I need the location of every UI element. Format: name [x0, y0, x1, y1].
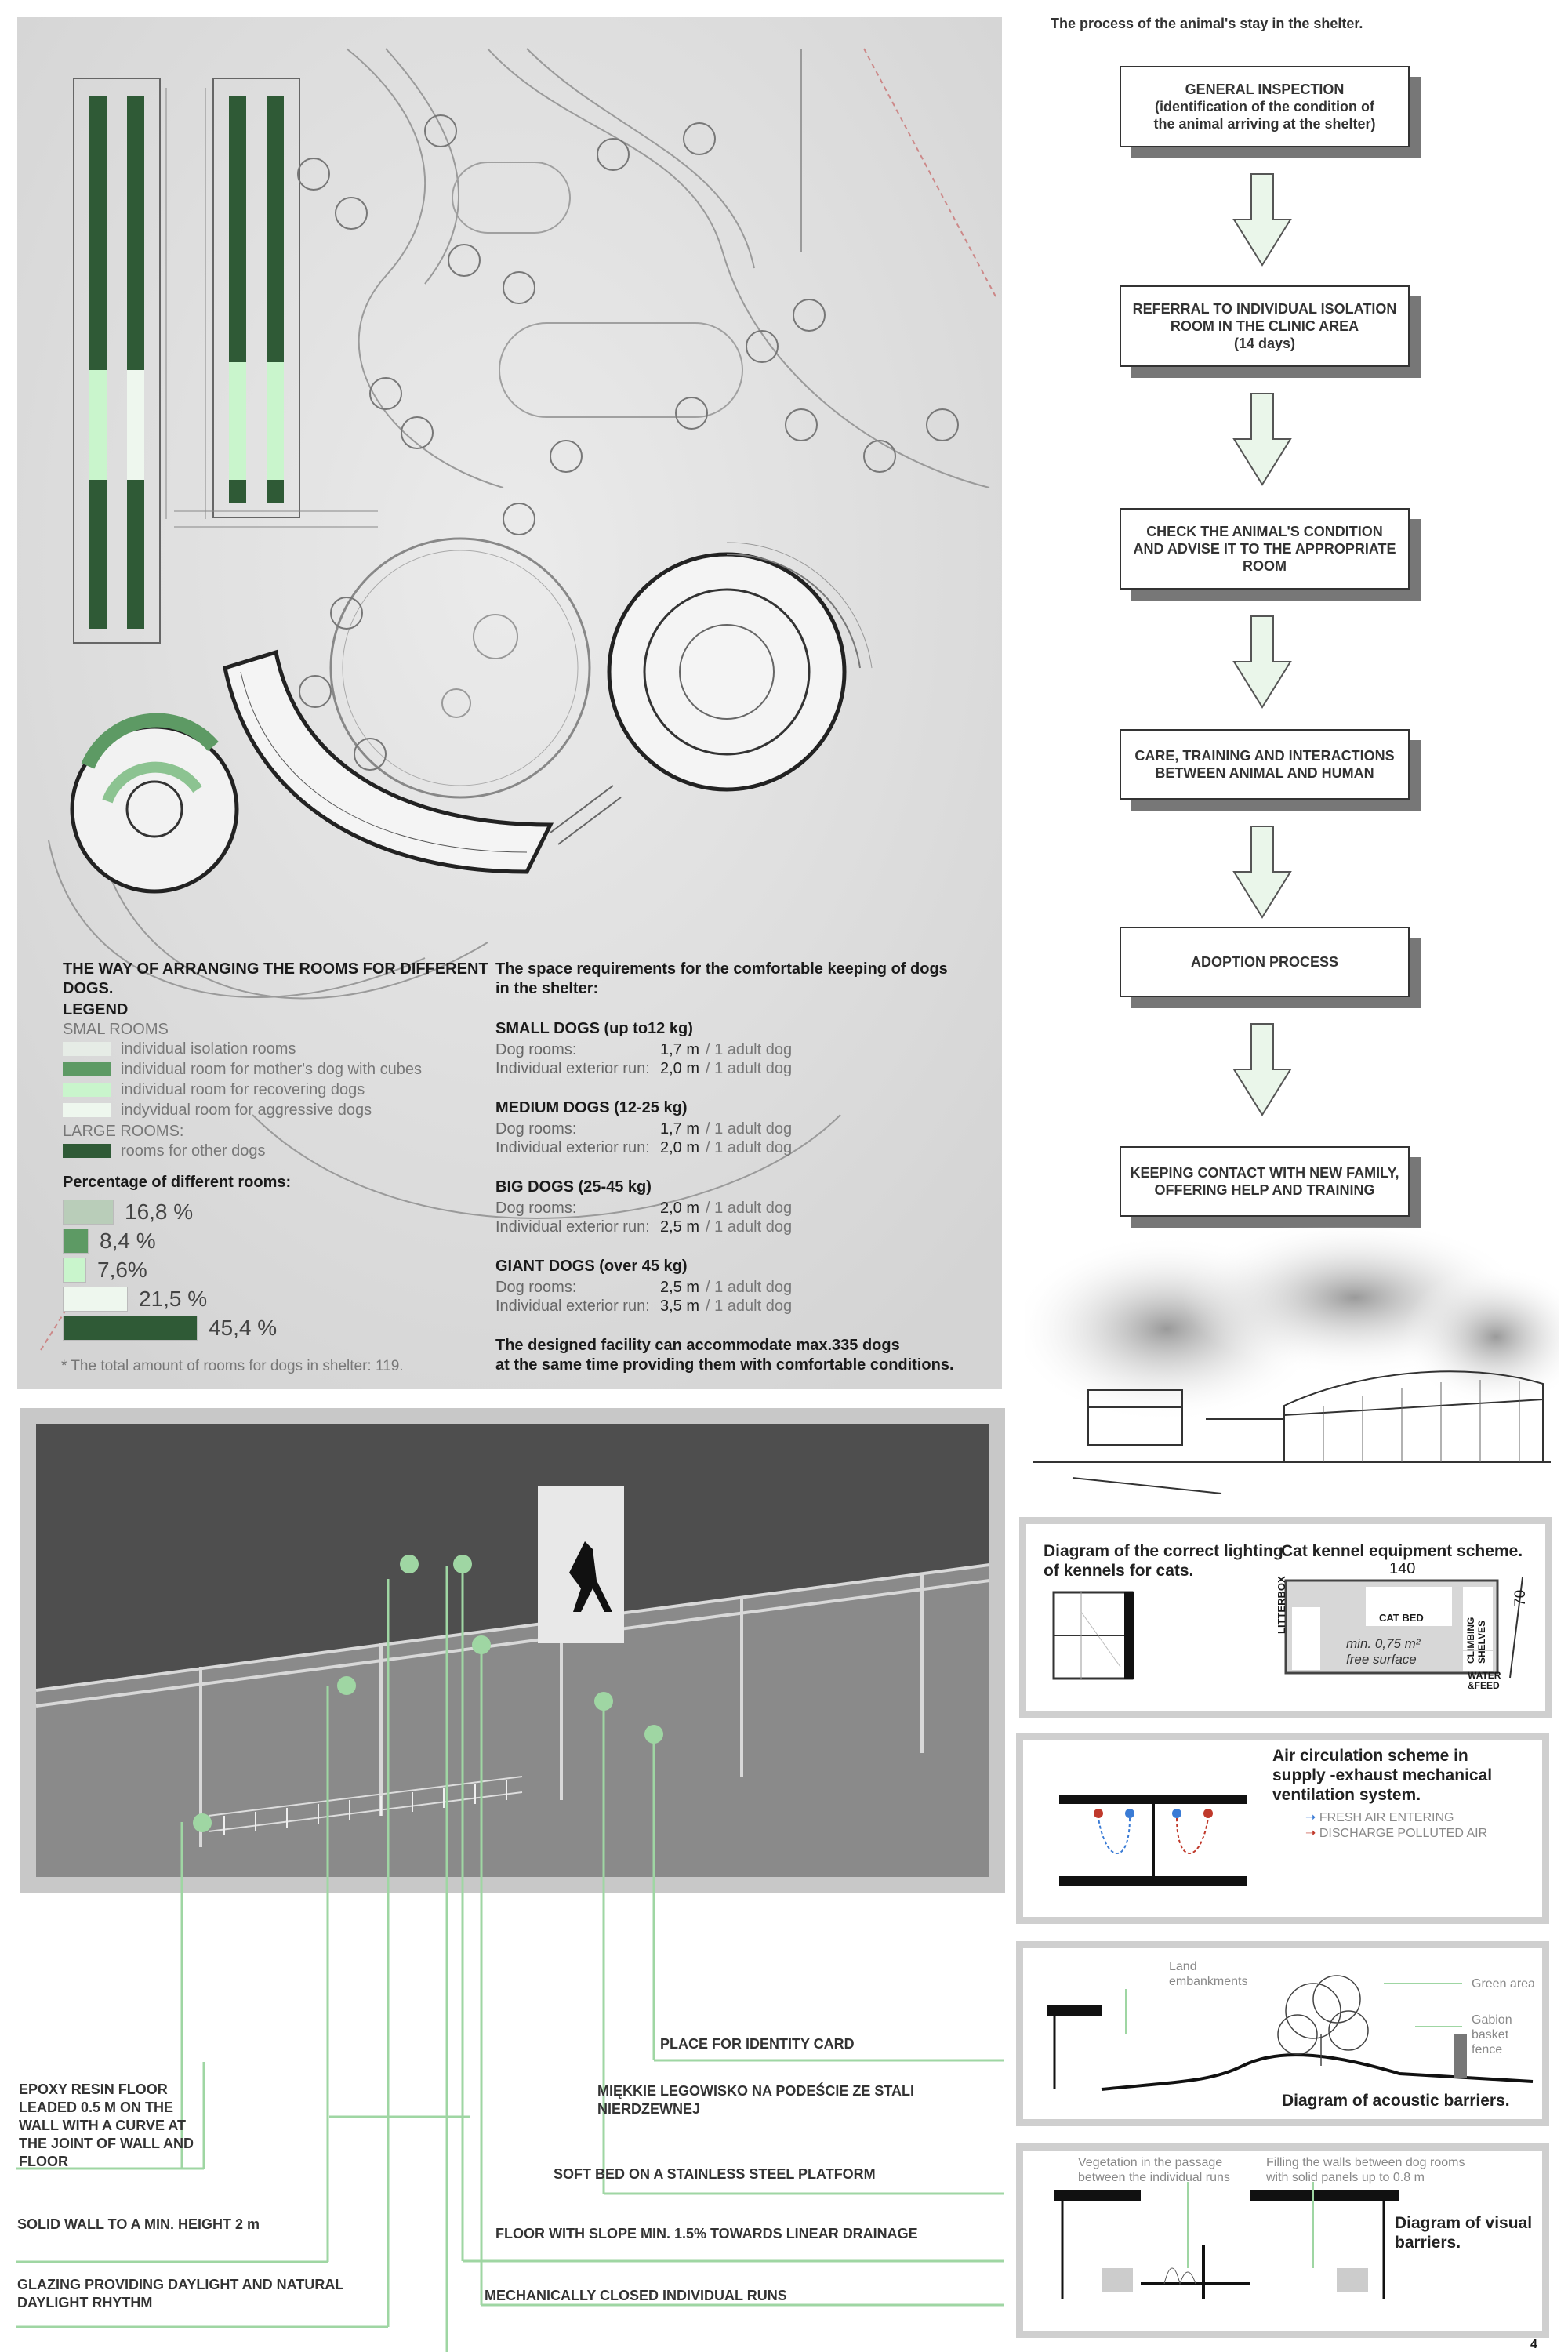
legend-swatch	[63, 1042, 111, 1056]
legend-swatch	[63, 1103, 111, 1117]
requirement-key: Dog rooms:	[495, 1041, 577, 1058]
percentage-label: 45,4 %	[209, 1316, 278, 1340]
requirement-area: 1,7 m	[660, 1120, 700, 1138]
large-rooms-label: LARGE ROOMS:	[63, 1123, 184, 1140]
callout-line: GLAZING PROVIDING DAYLIGHT AND NATURAL	[17, 2277, 344, 2292]
callout-line: DAYLIGHT RHYTHM	[17, 2295, 153, 2310]
site-plan-panel	[17, 17, 1002, 1389]
requirement-unit: / 1 adult dog	[706, 1041, 793, 1058]
dog-size-title: SMALL DOGS (up to12 kg)	[495, 1020, 693, 1037]
percentage-bar-row	[63, 1200, 193, 1225]
requirement-unit: / 1 adult dog	[706, 1060, 793, 1077]
flow-step-line: AND ADVISE IT TO THE APPROPRIATE	[1133, 541, 1396, 557]
callout-line: WALL WITH A CURVE AT	[19, 2118, 186, 2133]
free-surface-label: min. 0,75 m² free surface	[1346, 1636, 1421, 1667]
legend-item	[63, 1080, 365, 1099]
percentage-bar-row	[63, 1287, 207, 1312]
percentage-label: 21,5 %	[139, 1287, 208, 1311]
callout-label: SOFT BED ON A STAINLESS STEEL PLATFORM	[554, 2166, 876, 2182]
flow-step-line: REFERRAL TO INDIVIDUAL ISOLATION	[1132, 301, 1397, 317]
requirement-key: Individual exterior run:	[495, 1218, 650, 1236]
percentage-bar	[63, 1229, 89, 1254]
requirement-row	[495, 1120, 792, 1138]
percentage-label: 16,8 %	[125, 1200, 194, 1224]
air-title: Air circulation scheme in supply -exhaust mechanical ventilation system.	[1272, 1747, 1493, 1804]
requirement-unit: / 1 adult dog	[706, 1139, 793, 1156]
flow-step-line: ROOM IN THE CLINIC AREA	[1170, 318, 1359, 334]
water-feed-label: WATER &FEED	[1468, 1670, 1501, 1691]
percentage-bar	[63, 1287, 128, 1312]
requirement-area: 1,7 m	[660, 1041, 700, 1058]
flow-step-line: BETWEEN ANIMAL AND HUMAN	[1155, 765, 1374, 781]
dog-size-title: BIG DOGS (25-45 kg)	[495, 1178, 652, 1196]
acoustic-title: Diagram of acoustic barriers.	[1282, 2092, 1510, 2110]
discharge-air-arrow-icon: ➝	[1305, 1827, 1319, 1840]
gabion-fence-label: Gabion basket fence	[1472, 2013, 1512, 2056]
requirement-key: Dog rooms:	[495, 1200, 577, 1217]
percentage-bar	[63, 1200, 114, 1225]
requirement-area: 2,0 m	[660, 1200, 700, 1217]
building-sketch	[1025, 1227, 1559, 1509]
climbing-shelves-label: CLIMBING SHELVES	[1465, 1617, 1487, 1664]
legend-title: THE WAY OF ARRANGING THE ROOMS FOR DIFFERENT DOGS.	[63, 960, 488, 997]
requirement-key: Individual exterior run:	[495, 1298, 650, 1315]
percentage-bar	[63, 1316, 198, 1341]
percentage-label: 7,6%	[97, 1258, 147, 1282]
flow-step-line: (14 days)	[1233, 336, 1296, 351]
visual-title: Diagram of visual barriers.	[1395, 2214, 1533, 2252]
cat-diagrams-box	[1019, 1517, 1552, 1718]
capacity-summary: The designed facility can accommodate max.335 dogs at the same time providing them with comfortable conditions.	[495, 1337, 954, 1374]
legend-item-label: individual isolation rooms	[121, 1040, 296, 1058]
requirement-area: 2,0 m	[660, 1139, 700, 1156]
callout-label: MECHANICALLY CLOSED INDIVIDUAL RUNS	[485, 2288, 787, 2303]
requirement-key: Dog rooms:	[495, 1120, 577, 1138]
requirement-unit: / 1 adult dog	[706, 1279, 793, 1296]
requirement-row	[495, 1059, 792, 1078]
fresh-air-legend: ➝ FRESH AIR ENTERING	[1305, 1811, 1454, 1824]
flow-step-line: ADOPTION PROCESS	[1190, 954, 1339, 970]
legend-item-large: rooms for other dogs	[63, 1142, 266, 1160]
visual-section-drawing	[1039, 2182, 1399, 2323]
callout-line: MIĘKKIE LEGOWISKO NA PODEŚCIE ZE STALI	[597, 2083, 915, 2099]
callout-line: LEADED 0.5 M ON THE	[19, 2100, 174, 2115]
requirements-title: The space requirements for the comfortable keeping of dogs in the shelter:	[495, 960, 948, 997]
requirement-unit: / 1 adult dog	[706, 1218, 793, 1236]
requirement-row	[495, 1278, 792, 1297]
requirement-unit: / 1 adult dog	[706, 1298, 793, 1315]
flow-arrow-icon	[1232, 825, 1292, 919]
percentage-title: Percentage of different rooms:	[63, 1174, 292, 1191]
small-rooms-label: SMAL ROOMS	[63, 1021, 169, 1038]
callout-line: THE JOINT OF WALL AND	[19, 2136, 194, 2151]
solid-panels-label: Filling the walls between dog rooms with solid panels up to 0.8 m	[1266, 2156, 1465, 2184]
legend-label: LEGEND	[63, 1001, 129, 1018]
dog-size-title: GIANT DOGS (over 45 kg)	[495, 1258, 688, 1275]
vegetation-label: Vegetation in the passage between the individual runs	[1078, 2156, 1230, 2184]
callout-line: EPOXY RESIN FLOOR	[19, 2082, 168, 2097]
percentage-bar	[63, 1258, 86, 1283]
litterbox-label: LITTERBOX	[1276, 1576, 1287, 1634]
percentage-label: 8,4 %	[100, 1229, 156, 1253]
flow-step-line: OFFERING HELP AND TRAINING	[1154, 1182, 1375, 1198]
requirement-row	[495, 1297, 792, 1316]
requirement-area: 3,5 m	[660, 1298, 700, 1315]
flow-step-line: KEEPING CONTACT WITH NEW FAMILY,	[1130, 1165, 1399, 1181]
flow-step	[1120, 729, 1410, 800]
flow-step-line: (identification of the condition of	[1155, 99, 1374, 114]
flow-step-line: CHECK THE ANIMAL'S CONDITION	[1146, 524, 1383, 539]
flow-step	[1120, 66, 1410, 147]
flow-arrow-icon	[1232, 172, 1292, 267]
fresh-air-arrow-icon: ➝	[1305, 1811, 1319, 1824]
callout-line: NIERDZEWNEJ	[597, 2101, 701, 2117]
flow-step-line: CARE, TRAINING AND INTERACTIONS	[1134, 748, 1395, 764]
callout-label	[17, 2276, 343, 2312]
requirement-area: 2,5 m	[660, 1218, 700, 1236]
legend-item	[63, 1060, 422, 1079]
green-area-label: Green area	[1472, 1977, 1535, 1991]
percentage-bar-row	[63, 1316, 277, 1341]
callout-label	[19, 2081, 194, 2171]
flow-heading: The process of the animal's stay in the shelter.	[1051, 16, 1363, 31]
flow-step-line: the animal arriving at the shelter)	[1153, 116, 1376, 132]
requirement-key: Individual exterior run:	[495, 1060, 650, 1077]
land-embankments-label: Land embankments	[1169, 1960, 1248, 1988]
legend-item-label: individual room for recovering dogs	[121, 1080, 365, 1098]
page-number: 4	[1530, 2338, 1537, 2351]
kennel-width-dimension: 140	[1389, 1560, 1416, 1577]
flow-step-line: GENERAL INSPECTION	[1185, 82, 1345, 97]
requirement-unit: / 1 adult dog	[706, 1200, 793, 1217]
lighting-section-drawing	[1050, 1588, 1144, 1682]
requirement-area: 2,5 m	[660, 1279, 700, 1296]
legend-item	[63, 1040, 296, 1058]
flow-arrow-icon	[1232, 1022, 1292, 1116]
discharge-air-legend: ➝ DISCHARGE POLLUTED AIR	[1305, 1827, 1488, 1840]
flow-step	[1120, 508, 1410, 590]
total-rooms-footnote: * The total amount of rooms for dogs in shelter: 119.	[61, 1358, 404, 1374]
requirement-row	[495, 1040, 792, 1059]
flow-step	[1120, 285, 1410, 367]
flow-step-line: ROOM	[1243, 558, 1287, 574]
legend-item	[63, 1101, 372, 1120]
cat-bed-label: CAT BED	[1379, 1612, 1424, 1624]
legend-item-label: indyvidual room for aggressive dogs	[121, 1101, 372, 1119]
callout-line: FLOOR	[19, 2154, 68, 2169]
air-circulation-box	[1016, 1733, 1549, 1924]
acoustic-barriers-box	[1016, 1941, 1549, 2126]
flow-step	[1120, 1146, 1410, 1217]
percentage-bar-row	[63, 1229, 156, 1254]
dog-size-title: MEDIUM DOGS (12-25 kg)	[495, 1099, 688, 1116]
cat-kennel-title: Cat kennel equipment scheme.	[1281, 1542, 1523, 1560]
legend-swatch	[63, 1144, 111, 1158]
legend-item-label: individual room for mother's dog with cubes	[121, 1060, 423, 1078]
flow-arrow-icon	[1232, 392, 1292, 486]
percentage-bar-row	[63, 1258, 147, 1283]
flow-arrow-icon	[1232, 615, 1292, 709]
cat-lighting-title: Diagram of the correct lighting of kennels for cats.	[1044, 1542, 1283, 1580]
requirement-unit: / 1 adult dog	[706, 1120, 793, 1138]
ventilation-section-drawing	[1051, 1779, 1271, 1896]
requirement-key: Dog rooms:	[495, 1279, 577, 1296]
requirement-row	[495, 1218, 792, 1236]
callout-label: PLACE FOR IDENTITY CARD	[660, 2036, 855, 2052]
requirement-row	[495, 1138, 792, 1157]
callout-label: FLOOR WITH SLOPE MIN. 1.5% TOWARDS LINEAR DRAINAGE	[495, 2226, 918, 2241]
legend-swatch	[63, 1062, 111, 1076]
visual-barriers-box	[1016, 2143, 1549, 2338]
flow-step	[1120, 927, 1410, 997]
requirement-area: 2,0 m	[660, 1060, 700, 1077]
requirement-row	[495, 1199, 792, 1218]
requirement-key: Individual exterior run:	[495, 1139, 650, 1156]
callout-label: SOLID WALL TO A MIN. HEIGHT 2 m	[17, 2216, 260, 2232]
legend-swatch	[63, 1083, 111, 1097]
kennel-depth-dimension: 70	[1512, 1589, 1529, 1606]
callout-label	[597, 2082, 914, 2118]
